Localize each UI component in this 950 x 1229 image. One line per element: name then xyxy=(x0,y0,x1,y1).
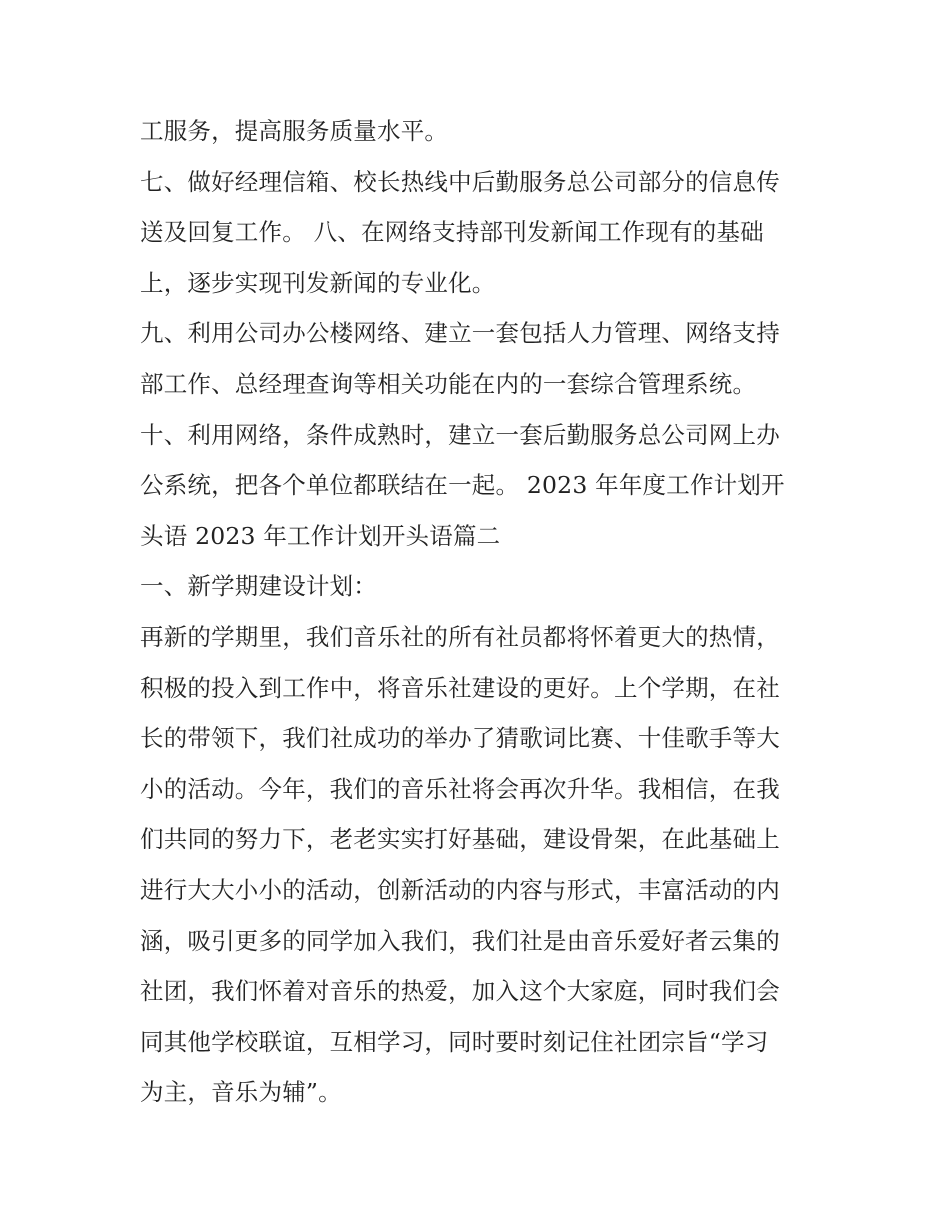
text-line: 十、利用网络，条件成熟时，建立一套后勤服务总公司网上办 xyxy=(140,420,780,449)
text-line: 工服务，提高服务质量水平。 xyxy=(140,117,449,145)
text-line: 为主，音乐为辅”。 xyxy=(140,1078,342,1107)
text-line: 一、新学期建设计划： xyxy=(140,572,377,601)
text-line: 九、利用公司办公楼网络、建立一套包括人力管理、网络支持 xyxy=(140,319,780,348)
text-line: 小的活动。今年，我们的音乐社将会再次升华。我相信，在我 xyxy=(140,774,780,803)
text-line: 公系统，把各个单位都联结在一起。 2023 年年度工作计划开 xyxy=(140,471,785,500)
text-line: 们共同的努力下，老老实实打好基础，建设骨架，在此基础上 xyxy=(140,825,780,854)
text-line: 头语 2023 年工作计划开头语篇二 xyxy=(140,521,501,550)
text-line: 社团，我们怀着对音乐的热爱，加入这个大家庭，同时我们会 xyxy=(140,977,780,1006)
text-line: 进行大大小小的活动，创新活动的内容与形式，丰富活动的内 xyxy=(140,875,780,904)
document-body xyxy=(140,106,815,1118)
text-line: 上，逐步实现刊发新闻的专业化。 xyxy=(140,268,496,297)
text-line: 长的带领下，我们社成功的举办了猜歌词比赛、十佳歌手等大 xyxy=(140,724,780,753)
text-line: 涵，吸引更多的同学加入我们，我们社是由音乐爱好者云集的 xyxy=(140,926,780,955)
text-line: 再新的学期里，我们音乐社的所有社员都将怀着更大的热情， xyxy=(140,622,780,651)
text-line: 部工作、总经理查询等相关功能在内的一套综合管理系统。 xyxy=(140,369,757,398)
text-line: 积极的投入到工作中，将音乐社建设的更好。上个学期，在社 xyxy=(140,673,780,702)
text-line: 七、做好经理信箱、校长热线中后勤服务总公司部分的信息传 xyxy=(140,167,780,196)
text-line: 同其他学校联谊，互相学习，同时要时刻记住社团宗旨“学习 xyxy=(140,1027,769,1056)
text-line: 送及回复工作。 八、在网络支持部刊发新闻工作现有的基础 xyxy=(140,218,764,247)
